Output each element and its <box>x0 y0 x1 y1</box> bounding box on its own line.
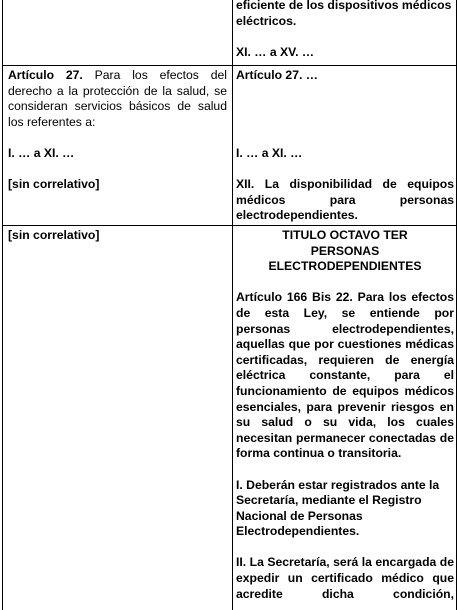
item-i-line: Secretaría, mediante el Registro <box>236 493 422 508</box>
fraction-range: I. … a XI. … <box>8 145 75 160</box>
comparison-table <box>2 0 457 610</box>
article-27-proposed: Artículo 27. … <box>236 68 318 82</box>
fraction-range: XI. … a XV. … <box>236 44 315 59</box>
item-i-line: Nacional de Personas <box>236 508 363 523</box>
fraction-xii: XII. La disponibilidad de equipos médicos para personas electrodependientes. <box>236 177 454 223</box>
row3-right-cell <box>236 228 454 602</box>
fraction-range: I. … a XI. … <box>236 145 303 160</box>
sin-correlativo-label: [sin correlativo] <box>8 177 100 192</box>
row-divider <box>3 65 456 66</box>
item-i-line: I. Deberán estar registrados ante la <box>236 477 440 492</box>
row2-left-cell <box>8 68 227 193</box>
article-166-bis-22: Artículo 166 Bis 22. Para los efectos de esta Ley, se entiende por personas electrodependientes, aquellas que por cuestiones médicas certificadas, requieren de energía eléctrica constante, para el funcionamiento de equipos médicos esenciales, para prevenir riesgos en su salud o su vida, los cuales necesitan permanecer conectadas de forma continua o transitoria. <box>236 290 454 461</box>
column-divider <box>232 0 233 610</box>
article-label: Artículo 27. <box>8 68 83 82</box>
article-text: Para los efectos del derecho a la protección de la salud, se consideran servicios básicos de salud los referentes a: <box>8 68 227 129</box>
item-i-line: Electrodependientes. <box>236 524 360 539</box>
row1-right-cell <box>236 0 454 60</box>
title-line: ELECTRODEPENDIENTES <box>268 259 422 274</box>
row2-right-cell <box>236 68 454 224</box>
title-line: TITULO OCTAVO TER <box>282 228 408 242</box>
item-ii: II. La Secretaría, será la encargada de expedir un certificado médico que acredite dicha condición, <box>236 555 454 601</box>
continuation-line: eficiente de los dispositivos médicos <box>236 0 452 12</box>
sin-correlativo-label: [sin correlativo] <box>8 228 100 242</box>
article-27-current <box>8 68 227 130</box>
row3-left-cell <box>8 228 227 244</box>
continuation-line: eléctricos. <box>236 13 297 28</box>
row-divider <box>3 225 456 226</box>
title-line: PERSONAS <box>310 243 380 258</box>
